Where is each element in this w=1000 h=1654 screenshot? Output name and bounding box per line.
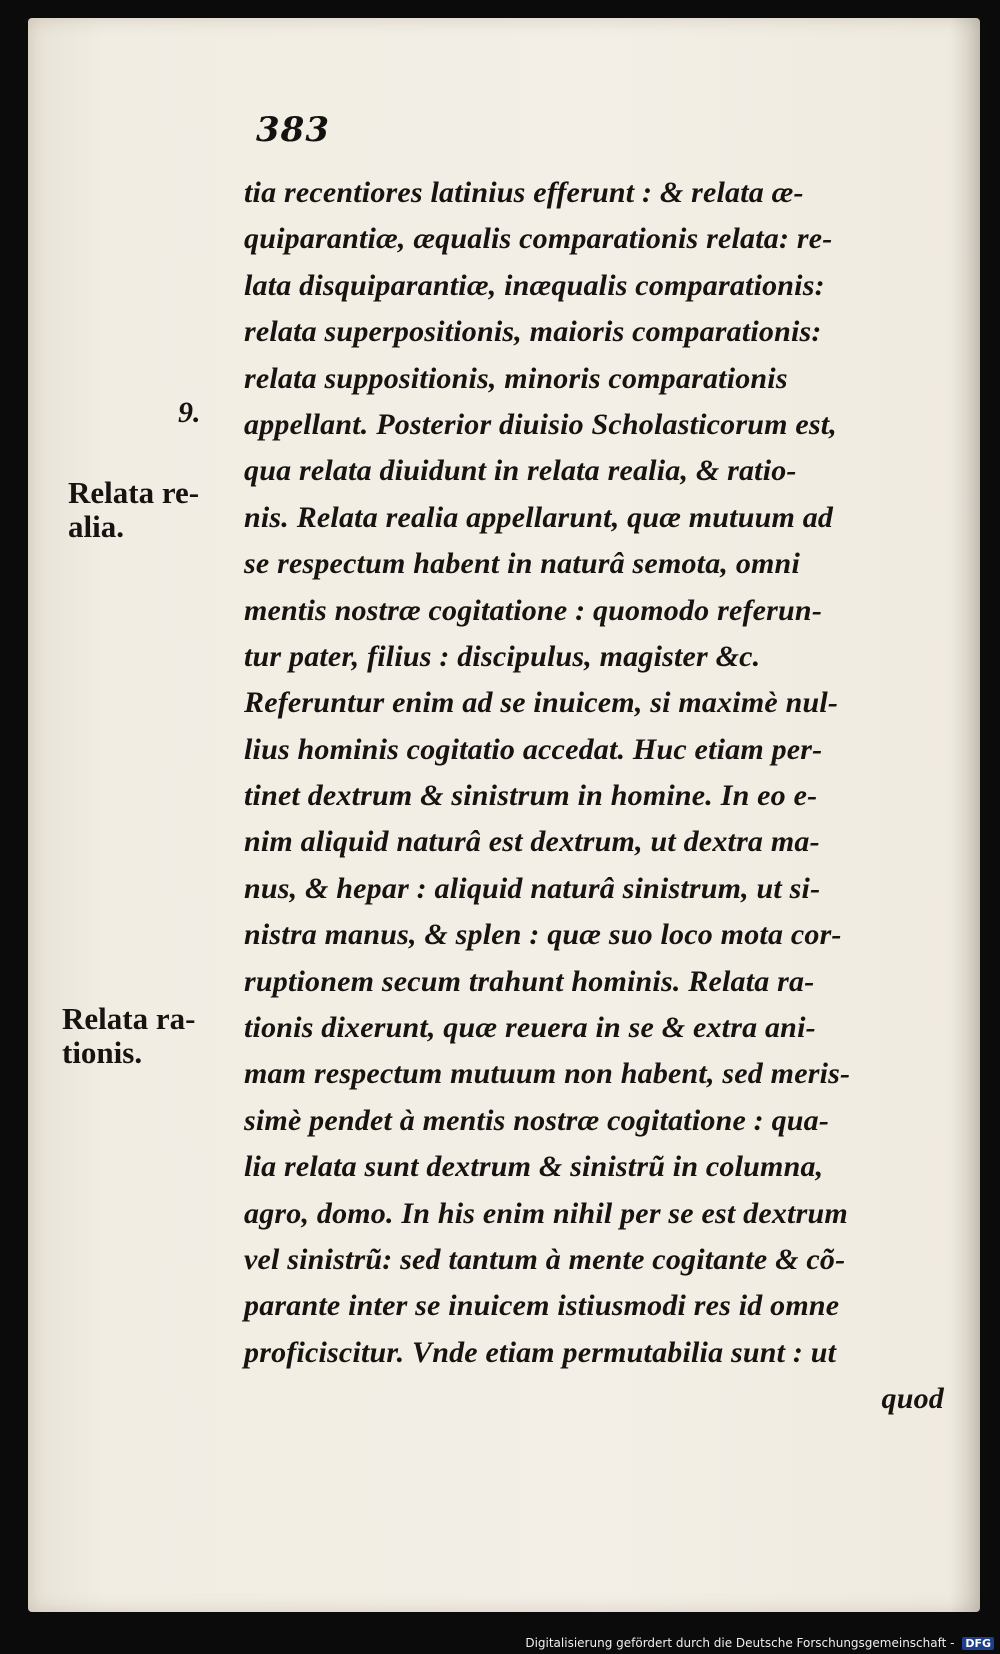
text-line: appellant. Posterior diuisio Scholasticorum est, <box>244 407 838 441</box>
book-page <box>28 18 980 1612</box>
margin-note-line: alia. <box>68 509 124 544</box>
text-line: se respectum habent in naturâ semota, omni <box>244 547 800 581</box>
text-line: nistra manus, & splen : quæ suo loco mota cor- <box>244 918 842 952</box>
text-line: qua relata diuidunt in relata realia, & ratio- <box>244 454 797 488</box>
text-line: simè pendet à mentis nostræ cogitatione : qua- <box>244 1103 830 1137</box>
text-line: nis. Relata realia appellarunt, quæ mutuum ad <box>244 500 834 534</box>
text-line: agro, domo. In his enim nihil per se est dextrum <box>244 1196 848 1230</box>
text-line: nus, & hepar : aliquid naturâ sinistrum, ut si- <box>244 871 821 905</box>
page-number: 383 <box>256 110 330 150</box>
digitization-credit <box>525 1636 994 1650</box>
margin-note-line: Relata re- <box>68 475 200 510</box>
text-line: tur pater, filius : discipulus, magister &c. <box>244 639 761 673</box>
margin-note-relata-rationis <box>62 1002 195 1070</box>
text-line: quiparantiæ, æqualis comparationis relata: re- <box>244 222 833 256</box>
margin-note-line: tionis. <box>62 1035 143 1070</box>
margin-note-relata-realia <box>68 476 199 544</box>
text-line: ruptionem secum trahunt hominis. Relata ra- <box>244 964 815 998</box>
text-line: lata disquiparantiæ, inæqualis comparationis: <box>244 268 825 302</box>
text-line: Referuntur enim ad se inuicem, si maximè nul- <box>244 686 839 720</box>
dfg-logo: DFG <box>962 1637 994 1650</box>
text-line: lius hominis cogitatio accedat. Huc etiam per- <box>244 732 823 766</box>
text-line: mentis nostræ cogitatione : quomodo referun- <box>244 593 823 627</box>
text-line: mam respectum mutuum non habent, sed meris- <box>244 1057 851 1091</box>
section-number <box>178 396 201 430</box>
text-line: relata suppositionis, minoris comparationis <box>244 361 788 395</box>
catchword: quod <box>881 1382 944 1416</box>
text-line: parante inter se inuicem istiusmodi res id omne <box>244 1289 840 1323</box>
margin-note-line: Relata ra- <box>62 1001 196 1036</box>
page-edge-shadow <box>950 18 980 1612</box>
text-line: relata superpositionis, maioris comparationis: <box>244 315 822 349</box>
text-line: tia recentiores latinius efferunt : & relata æ- <box>244 176 804 209</box>
credit-text: Digitalisierung gefördert durch die Deutsche Forschungsgemeinschaft - <box>525 1636 955 1650</box>
body-text <box>244 170 944 1423</box>
text-line: tionis dixerunt, quæ reuera in se & extra ani- <box>244 1011 816 1045</box>
text-line: lia relata sunt dextrum & sinistrũ in columna, <box>244 1150 824 1184</box>
text-line: vel sinistrũ: sed tantum à mente cogitante & cõ- <box>244 1242 846 1276</box>
text-line: tinet dextrum & sinistrum in homine. In eo e- <box>244 779 818 813</box>
text-line: nim aliquid naturâ est dextrum, ut dextra ma- <box>244 825 820 859</box>
section-number-label: 9. <box>178 396 201 429</box>
text-line: proficiscitur. Vnde etiam permutabilia sunt : ut <box>244 1335 837 1369</box>
